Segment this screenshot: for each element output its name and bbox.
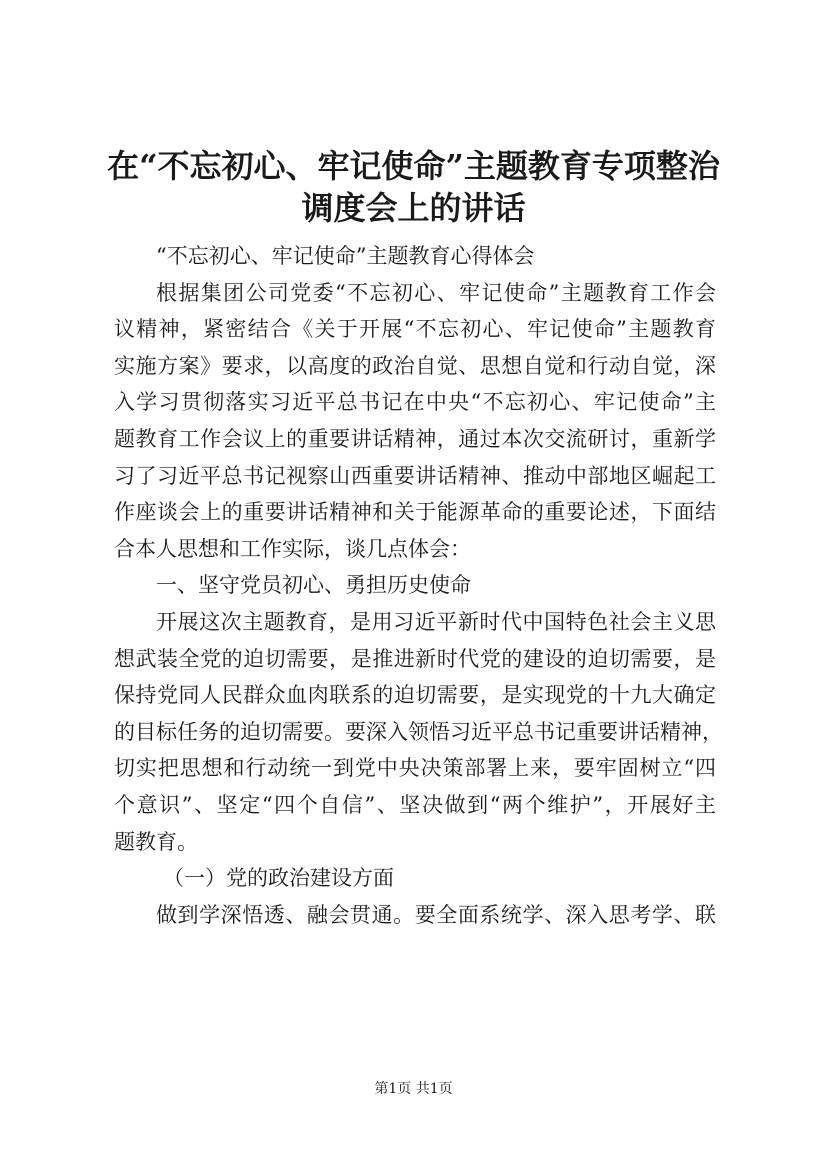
paragraph-1-line: 实施方案》要求，以高度的政治自觉、思想自觉和行动自觉，深	[114, 353, 716, 378]
paragraph-3-line: 做到学深悟透、融会贯通。要全面系统学、深入思考学、联	[156, 902, 716, 927]
paragraph-1-line: 题教育工作会议上的重要讲话精神，通过本次交流研讨，重新学	[114, 426, 716, 451]
document-body	[114, 238, 723, 933]
paragraph-2-line: 个意识”、坚定“四个自信”、坚决做到“两个维护”，开展好主	[114, 792, 716, 817]
paragraph-2-line: 保持党同人民群众血肉联系的迫切需要，是实现党的十九大确定	[114, 683, 716, 708]
section-heading-1: 一、坚守党员初心、勇担历史使命	[156, 573, 471, 598]
paragraph-1-line: 入学习贯彻落实习近平总书记在中央“不忘初心、牢记使命”主	[114, 390, 716, 415]
paragraph-1-line: 合本人思想和工作实际，谈几点体会：	[114, 536, 471, 561]
paragraph-1-line: 议精神，紧密结合《关于开展“不忘初心、牢记使命”主题教育	[114, 317, 716, 342]
document-title-line-1: 在“不忘初心、牢记使命”主题教育专项整治	[107, 147, 720, 185]
page-number-footer: 第1页 共1页	[374, 1081, 453, 1097]
paragraph-2-line: 题教育。	[114, 829, 198, 854]
document-title-line-2: 调度会上的讲话	[301, 189, 526, 227]
paragraph-2-line: 的目标任务的迫切需要。要深入领悟习近平总书记重要讲话精神，	[114, 719, 723, 744]
paragraph-2-line: 想武装全党的迫切需要，是推进新时代党的建设的迫切需要，是	[114, 646, 716, 671]
paragraph-2-line: 开展这次主题教育，是用习近平新时代中国特色社会主义思	[156, 609, 716, 634]
document-subtitle: “不忘初心、牢记使命”主题教育心得体会	[156, 244, 535, 268]
paragraph-1-line: 习了习近平总书记视察山西重要讲话精神、推动中部地区崛起工	[114, 463, 716, 488]
section-heading-2: （一）党的政治建设方面	[163, 866, 394, 891]
paragraph-2-line: 切实把思想和行动统一到党中央决策部署上来，要牢固树立“四	[114, 756, 716, 781]
paragraph-1-line: 作座谈会上的重要讲话精神和关于能源革命的重要论述，下面结	[114, 500, 716, 525]
paragraph-1-line: 根据集团公司党委“不忘初心、牢记使命”主题教育工作会	[156, 280, 716, 305]
